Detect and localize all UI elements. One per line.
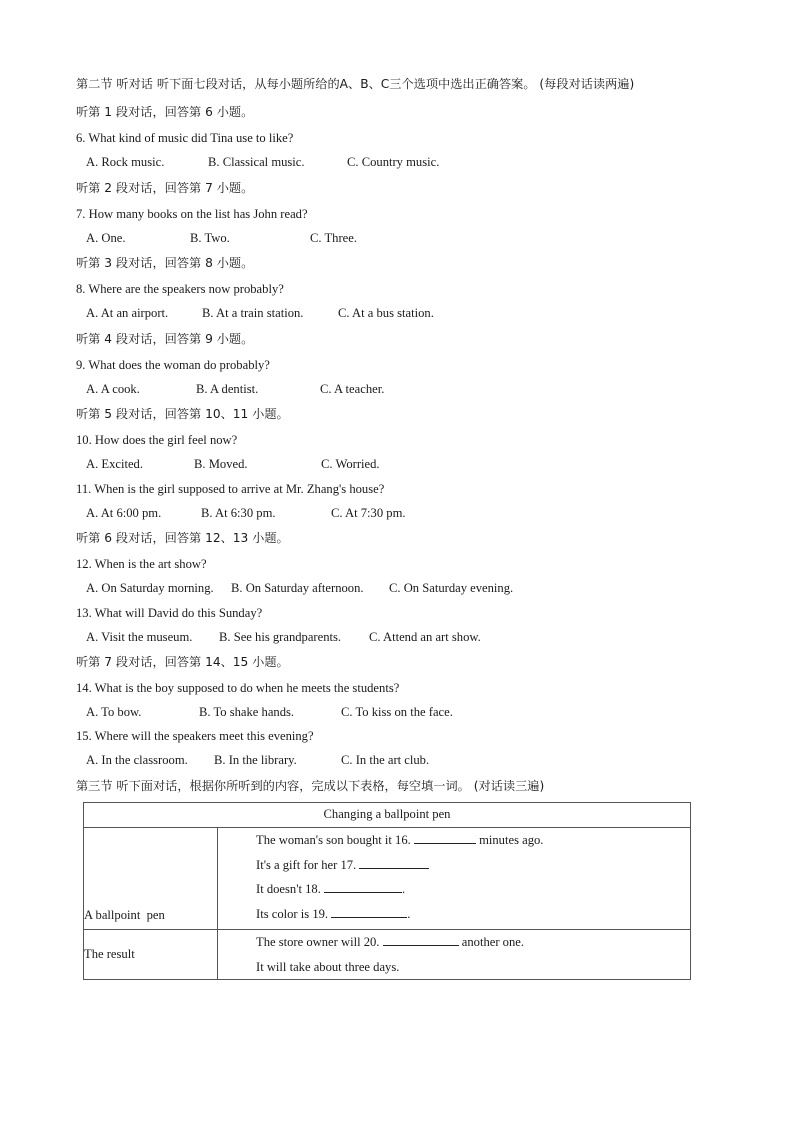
q6-option-a[interactable]: A. Rock music. [86,155,165,169]
group-heading-2: 听第 2 段对话，回答第 7 小题。 [76,181,254,195]
fill-in-table [83,802,691,980]
question-8: 8. Where are the speakers now probably? [76,282,284,296]
q12-option-a[interactable]: A. On Saturday morning. [86,581,214,595]
question-15: 15. Where will the speakers meet this evening? [76,729,314,743]
q11-option-b[interactable]: B. At 6:30 pm. [201,506,276,520]
question-7: 7. How many books on the list has John read? [76,207,308,221]
q10-option-c[interactable]: C. Worried. [321,457,380,471]
q6-option-c[interactable]: C. Country music. [347,155,440,169]
line-18-suffix: . [402,882,406,896]
blank-16-line [256,828,690,853]
q14-option-c[interactable]: C. To kiss on the face. [341,705,453,719]
blank-20[interactable] [383,933,459,946]
row1-label-cell [84,828,218,930]
group-heading-1: 听第 1 段对话，回答第 6 小题。 [76,105,254,119]
line-16-suffix: minutes ago. [475,833,544,847]
line-16-text: The woman's son bought it 16. [256,833,414,847]
q11-option-a[interactable]: A. At 6:00 pm. [86,506,162,520]
group-heading-5: 听第 5 段对话，回答第 10、11 小题。 [76,407,289,421]
blank-19[interactable] [331,905,407,918]
result-line-2 [256,955,690,980]
q12-option-c[interactable]: C. On Saturday evening. [389,581,514,595]
question-6: 6. What kind of music did Tina use to like? [76,131,294,145]
q11-option-c[interactable]: C. At 7:30 pm. [331,506,406,520]
q9-option-c[interactable]: C. A teacher. [320,382,385,396]
blank-19-line [256,902,690,927]
question-14: 14. What is the boy supposed to do when he meets the students? [76,681,400,695]
q7-option-a[interactable]: A. One. [86,231,126,245]
q8-option-c[interactable]: C. At a bus station. [338,306,434,320]
q10-option-a[interactable]: A. Excited. [86,457,144,471]
blank-17-line [256,853,690,878]
q15-option-c[interactable]: C. In the art club. [341,753,430,767]
q7-option-b[interactable]: B. Two. [190,231,230,245]
group-heading-4: 听第 4 段对话，回答第 9 小题。 [76,332,254,346]
line-18-text: It doesn't 18. [256,882,325,896]
q13-option-c[interactable]: C. Attend an art show. [369,630,481,644]
section3-title: 第三节 听下面对话，根据你所听到的内容，完成以下表格，每空填一词。 (对话读三遍) [76,779,545,793]
question-12: 12. When is the art show? [76,557,207,571]
blank-17[interactable] [359,856,429,869]
q13-option-b[interactable]: B. See his grandparents. [219,630,342,644]
group-heading-7: 听第 7 段对话，回答第 14、15 小题。 [76,655,289,669]
section2-title: 第二节 听对话 听下面七段对话，从每小题所给的A、B、C三个选项中选出正确答案。 (每段对话读两遍) [76,77,635,91]
q8-option-b[interactable]: B. At a train station. [202,306,304,320]
row2-content-cell [218,930,691,980]
line-19-suffix: . [407,906,411,921]
q9-option-b[interactable]: B. A dentist. [196,382,259,396]
q14-option-a[interactable]: A. To bow. [86,705,142,719]
row1-content-cell [218,828,691,930]
question-10: 10. How does the girl feel now? [76,433,238,447]
row2-label-cell [84,930,218,980]
q14-option-b[interactable]: B. To shake hands. [199,705,295,719]
blank-20-line [256,930,690,955]
question-11: 11. When is the girl supposed to arrive at Mr. Zhang's house? [76,482,385,496]
q8-option-a[interactable]: A. At an airport. [86,306,169,320]
q9-option-a[interactable]: A. A cook. [86,382,140,396]
result-text: It will take about three days. [256,959,400,974]
line-20-suffix: another one. [458,935,525,949]
q15-option-b[interactable]: B. In the library. [214,753,297,767]
table-header: Changing a ballpoint pen [84,803,691,828]
q7-option-c[interactable]: C. Three. [310,231,357,245]
q13-option-a[interactable]: A. Visit the museum. [86,630,193,644]
group-heading-3: 听第 3 段对话，回答第 8 小题。 [76,256,254,270]
blank-18-line [256,877,690,902]
q15-option-a[interactable]: A. In the classroom. [86,753,188,767]
line-17-text: It's a gift for her 17. [256,857,360,872]
row2-label: The result [84,947,135,961]
blank-18[interactable] [324,880,402,893]
group-heading-6: 听第 6 段对话，回答第 12、13 小题。 [76,531,289,545]
row1-label: A ballpoint pen [84,908,165,922]
blank-16[interactable] [414,831,476,844]
line-20-text: The store owner will 20. [256,935,383,949]
q12-option-b[interactable]: B. On Saturday afternoon. [231,581,364,595]
question-9: 9. What does the woman do probably? [76,358,270,372]
line-19-text: Its color is 19. [256,906,332,921]
question-13: 13. What will David do this Sunday? [76,606,263,620]
q10-option-b[interactable]: B. Moved. [194,457,248,471]
q6-option-b[interactable]: B. Classical music. [208,155,305,169]
